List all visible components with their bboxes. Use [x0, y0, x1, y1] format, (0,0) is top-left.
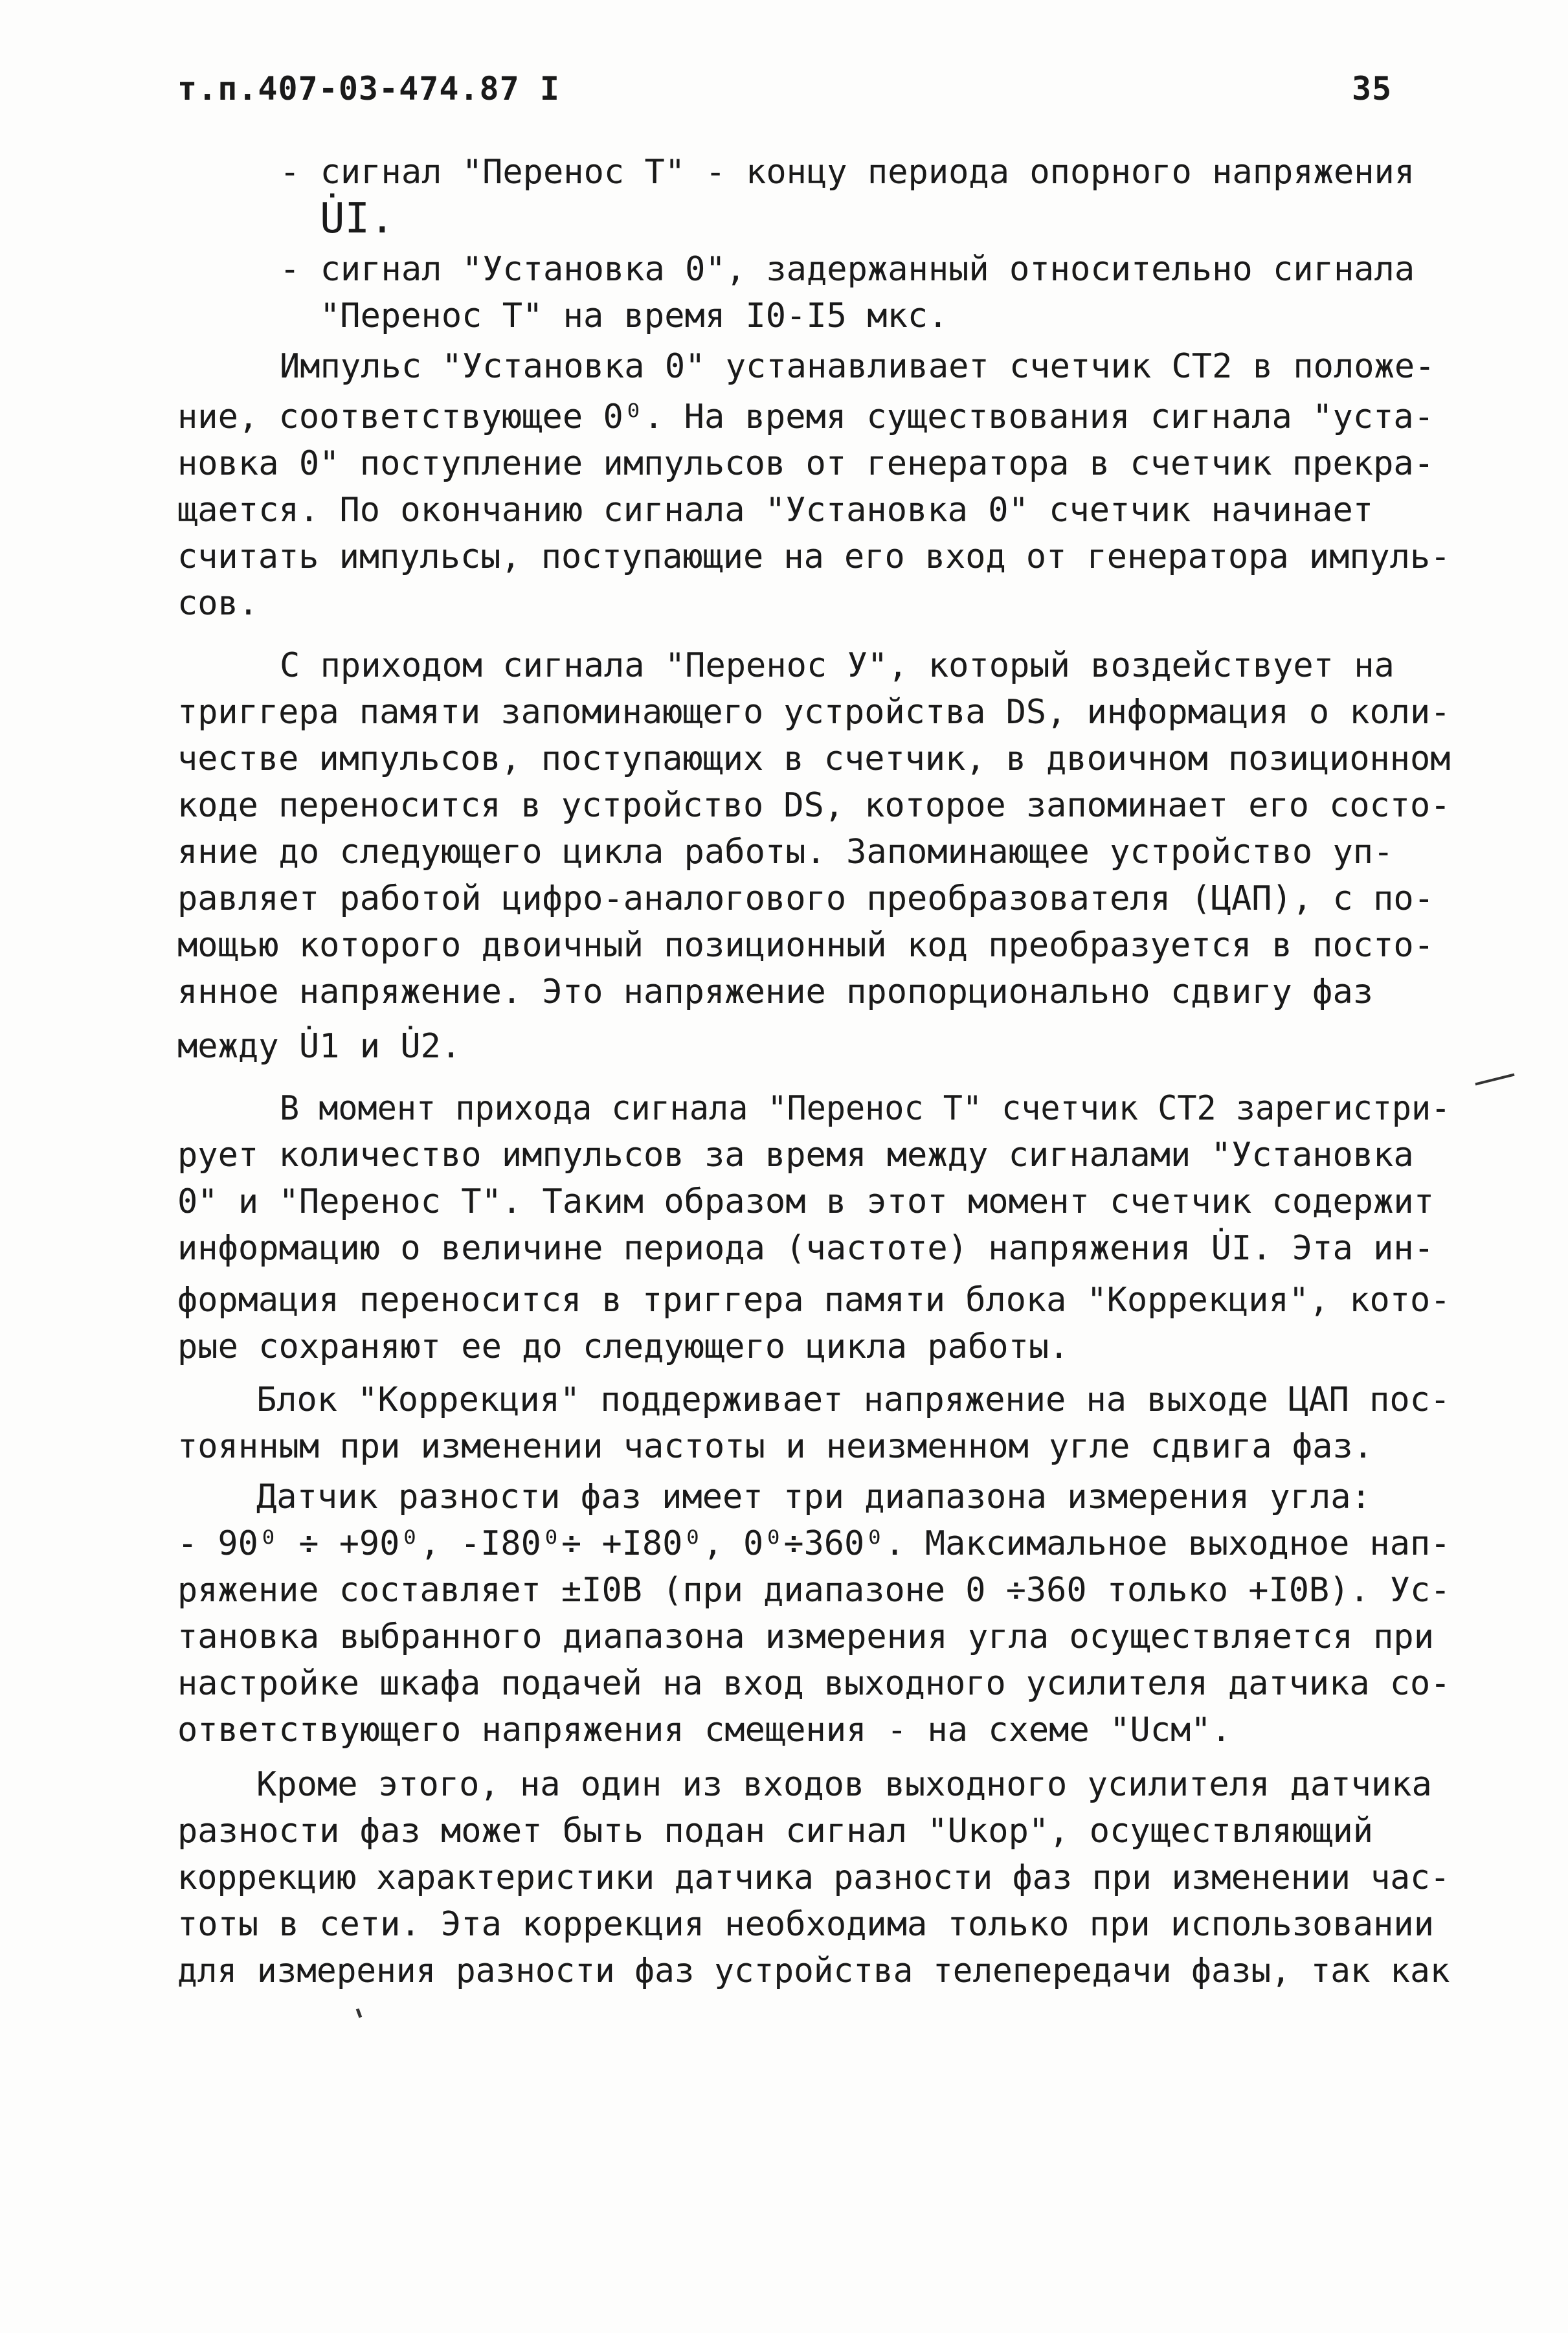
text-line: честве импульсов, поступающих в счетчик, в двоичном позиционном [177, 739, 1451, 778]
text-line: между U̇1 и U̇2. [177, 1027, 462, 1066]
text-line: 0" и "Перенос Т". Таким образом в этот момент счетчик содержит [177, 1182, 1435, 1221]
text-line: ние, соответствующее 0⁰. На время существования сигнала "уста- [177, 398, 1435, 436]
margin-pen-mark [1475, 1074, 1514, 1086]
text-line: информацию о величине периода (частоте) напряжения U̇I. Эта ин- [177, 1229, 1435, 1268]
text-line: U̇I. [320, 195, 395, 243]
text-line: С приходом сигнала "Перенос У", который воздействует на [280, 646, 1394, 685]
text-line: - сигнал "Перенос Т" - концу периода опорного напряжения [280, 153, 1415, 192]
text-line: тоянным при изменении частоты и неизменном угле сдвига фаз. [177, 1427, 1374, 1466]
text-line: триггера памяти запоминающего устройства DS, информация о коли- [177, 693, 1451, 732]
text-line: щается. По окончанию сигнала "Установка 0" счетчик начинает [177, 491, 1374, 530]
text-line: "Перенос Т" на время I0-I5 мкс. [320, 297, 948, 335]
text-line: равляет работой цифро-аналогового преобразователя (ЦАП), с по- [177, 879, 1435, 918]
text-line: - 90⁰ ÷ +90⁰, -I80⁰÷ +I80⁰, 0⁰÷360⁰. Максимальное выходное нап- [177, 1524, 1451, 1563]
text-line: коде переносится в устройство DS, которое запоминает его состо- [177, 786, 1451, 825]
text-line: Импульс "Установка 0" устанавливает счетчик СТ2 в положе- [280, 347, 1435, 386]
text-line: рые сохраняют ее до следующего цикла работы. [177, 1327, 1070, 1366]
text-line: Кроме этого, на один из входов выходного усилителя датчика [256, 1765, 1432, 1804]
text-line: считать импульсы, поступающие на его вход от генератора импуль- [177, 537, 1451, 576]
text-line: настройке шкафа подачей на вход выходного усилителя датчика со- [177, 1664, 1451, 1703]
text-line: формация переносится в триггера памяти блока "Коррекция", кото- [177, 1281, 1451, 1320]
stray-ink-mark [356, 2009, 362, 2018]
text-line: Блок "Коррекция" поддерживает напряжение на выходе ЦАП пос- [256, 1381, 1451, 1419]
document-code: т.п.407-03-474.87 I [177, 70, 560, 107]
page-number: 35 [1352, 70, 1393, 107]
text-line: - сигнал "Установка 0", задержанный относительно сигнала [280, 250, 1415, 289]
text-line: В момент прихода сигнала "Перенос Т" счетчик СТ2 зарегистри- [280, 1089, 1451, 1128]
text-line: новка 0" поступление импульсов от генератора в счетчик прекра- [177, 444, 1435, 483]
text-line: мощью которого двоичный позиционный код преобразуется в посто- [177, 926, 1435, 965]
text-line: янное напряжение. Это напряжение пропорционально сдвигу фаз [177, 973, 1374, 1011]
text-line: Датчик разности фаз имеет три диапазона измерения угла: [256, 1478, 1371, 1516]
text-line: для измерения разности фаз устройства телепередачи фазы, так как [177, 1952, 1450, 1990]
text-line: тановка выбранного диапазона измерения угла осуществляется при [177, 1617, 1435, 1656]
text-line: рует количество импульсов за время между сигналами "Установка [177, 1136, 1414, 1175]
text-line: разности фаз может быть подан сигнал "Uкор", осуществляющий [177, 1812, 1374, 1851]
text-line: сов. [177, 584, 259, 623]
text-line: ряжение составляет ±I0В (при диапазоне 0 ÷360 только +I0В). Ус- [177, 1571, 1451, 1610]
text-line: тоты в сети. Эта коррекция необходима только при использовании [177, 1905, 1435, 1944]
text-line: яние до следующего цикла работы. Запоминающее устройство уп- [177, 833, 1394, 872]
text-line: ответствующего напряжения смещения - на схеме "Uсм". [177, 1711, 1231, 1750]
text-line: коррекцию характеристики датчика разности фаз при изменении час- [177, 1858, 1450, 1897]
